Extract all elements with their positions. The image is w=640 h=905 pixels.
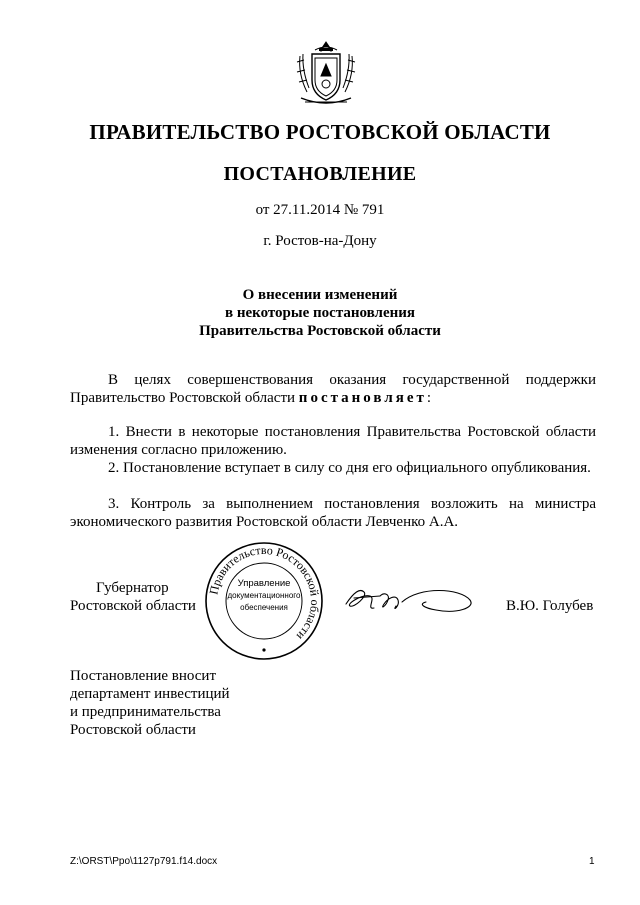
item-paragraph: 3. Контроль за выполнением постановления возложить на министра экономического развития Ростовской области Левченко А.А. (70, 496, 596, 530)
signatory-position: Губернатор (96, 580, 169, 596)
document-type: ПОСТАНОВЛЕНИЕ (223, 163, 417, 185)
intro-end: : (426, 390, 432, 406)
seal-ring-text: Правительство Ростовской области (206, 542, 323, 644)
submitter-line: Ростовской области (70, 722, 196, 738)
submitter-note (70, 667, 230, 739)
signatory-region: Ростовской области (70, 598, 196, 614)
handwritten-signature (340, 578, 480, 622)
signatory-name: В.Ю. Голубев (506, 598, 594, 614)
file-path: Z:\ORST\Ppo\1127p791.f14.docx (70, 856, 218, 867)
city: г. Ростов-на-Дону (263, 233, 377, 249)
subject-line: Правительства Ростовской области (199, 323, 441, 339)
item-paragraph: 2. Постановление вступает в силу со дня его официального опубликования. (108, 460, 591, 476)
subject-heading (0, 286, 640, 340)
submitter-line: и предпринимательства (70, 704, 221, 720)
organization-title: ПРАВИТЕЛЬСТВО РОСТОВСКОЙ ОБЛАСТИ (89, 120, 551, 144)
submitter-line: департамент инвестиций (70, 686, 230, 702)
subject-line: О внесении изменений (242, 287, 398, 303)
page-number: 1 (589, 856, 595, 867)
seal-center-line: документационного (227, 591, 301, 600)
item-paragraph: 1. Внести в некоторые постановления Правительства Ростовской области изменения согласно приложению. (70, 424, 596, 458)
subject-line: в некоторые постановления (224, 305, 416, 321)
intro-text: В целях совершенствования оказания государственной поддержки Правительство Ростовской области (70, 372, 596, 406)
submitter-line: Постановление вносит (70, 668, 217, 684)
decree-word: постановляет (298, 390, 427, 406)
official-seal-stamp (203, 540, 325, 662)
seal-center-line: Управление (237, 578, 291, 589)
coat-of-arms-icon (295, 40, 357, 106)
seal-center-line: обеспечения (240, 603, 288, 612)
date-number: от 27.11.2014 № 791 (255, 202, 385, 218)
intro-paragraph (70, 371, 596, 407)
